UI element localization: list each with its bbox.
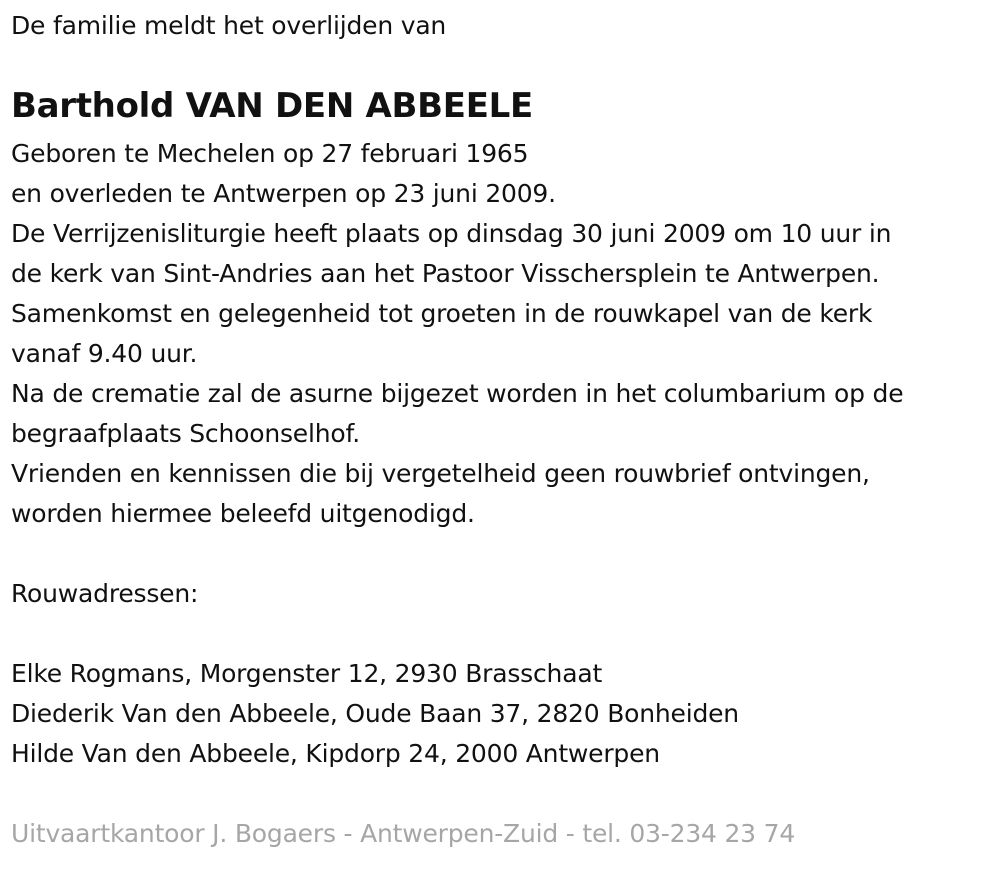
address-item: Hilde Van den Abbeele, Kipdorp 24, 2000 Antwerpen — [11, 739, 660, 768]
address-item: Diederik Van den Abbeele, Oude Baan 37, 2820 Bonheiden — [11, 699, 739, 728]
body-line: worden hiermee beleefd uitgenodigd. — [11, 499, 475, 528]
funeral-home-footer: Uitvaartkantoor J. Bogaers - Antwerpen-Zuid - tel. 03-234 23 74 — [11, 819, 796, 848]
body-line: en overleden te Antwerpen op 23 juni 2009. — [11, 179, 556, 208]
body-line: de kerk van Sint-Andries aan het Pastoor Visschersplein te Antwerpen. — [11, 259, 880, 288]
address-item: Elke Rogmans, Morgenster 12, 2930 Brasschaat — [11, 659, 603, 688]
body-line: Vrienden en kennissen die bij vergetelheid geen rouwbrief ontvingen, — [11, 459, 870, 488]
notice-body — [11, 134, 903, 534]
intro-text: De familie meldt het overlijden van — [11, 11, 447, 40]
deceased-name: Barthold VAN DEN ABBEELE — [11, 86, 533, 126]
body-line: begraafplaats Schoonselhof. — [11, 419, 360, 448]
rouwadressen-label: Rouwadressen: — [11, 579, 199, 608]
body-line: Na de crematie zal de asurne bijgezet worden in het columbarium op de — [11, 379, 904, 408]
body-line: vanaf 9.40 uur. — [11, 339, 198, 368]
address-list — [11, 654, 739, 774]
body-line: De Verrijzenisliturgie heeft plaats op dinsdag 30 juni 2009 om 10 uur in — [11, 219, 892, 248]
body-line: Geboren te Mechelen op 27 februari 1965 — [11, 139, 529, 168]
body-line: Samenkomst en gelegenheid tot groeten in de rouwkapel van de kerk — [11, 299, 873, 328]
